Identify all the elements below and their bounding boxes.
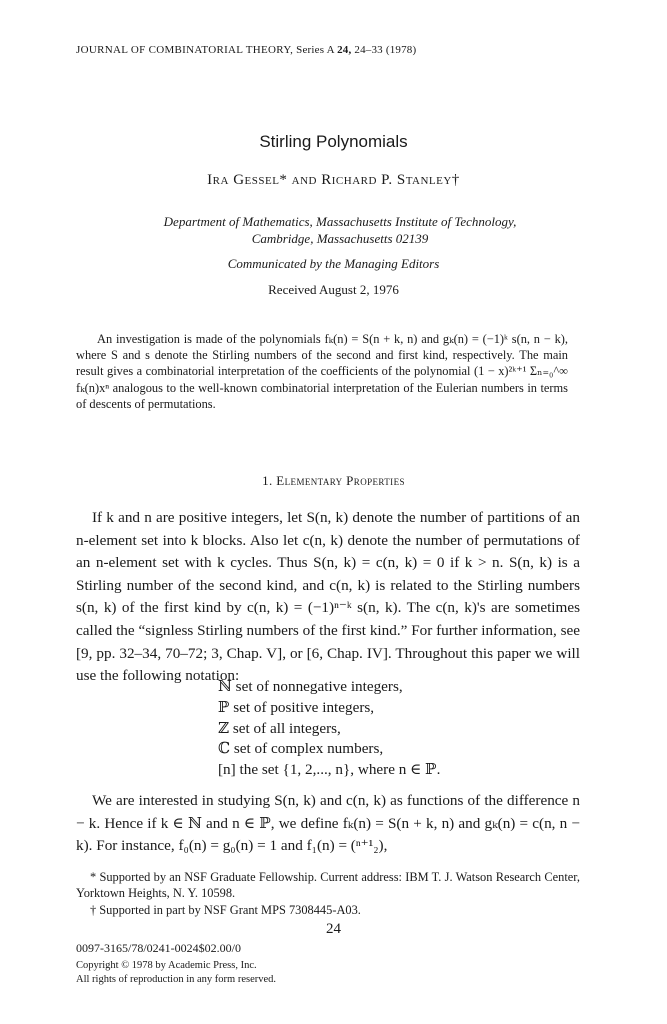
paragraph-1: If k and n are positive integers, let S(n, k) denote the number of partitions of an n-element set into k blocks. Also let c(n, k) denote the number of permutations of an n-element set with k cycles. Thus S(n, k) = c(n, k) = 0 if k > n. S(n, k) is a Stirling number of the second kind, and c(n, k) is related to the Stirling numbers s(n, k) of the first kind by c(n, k) = (−1)ⁿ⁻ᵏ s(n, k). The c(n, k)'s are sometimes called the “signless Stirling numbers of the first kind.” For further information, see [9, pp. 32–34, 70–72; 3, Chap. V], or [6, Chap. IV]. Throughout this paper we will use the following notation:	[76, 509, 580, 685]
journal-series: Series A	[293, 44, 338, 56]
journal-volume: 24,	[337, 44, 352, 56]
communicated-by: Communicated by the Managing Editors	[227, 256, 440, 271]
footnote-2: † Supported in part by NSF Grant MPS 7308445-A03.	[90, 902, 361, 917]
footnote-1: * Supported by an NSF Graduate Fellowship. Current address: IBM T. J. Watson Research Center, Yorktown Heights, N. Y. 10598.	[76, 870, 580, 901]
copyright-line-2: All rights of reproduction in any form reserved.	[76, 973, 277, 985]
notation-list	[218, 677, 440, 781]
copyright-line-1: Copyright © 1978 by Academic Press, Inc.	[76, 960, 257, 971]
paper-title: Stirling Polynomials	[259, 132, 408, 151]
notation-item: ℕ set of nonnegative integers,	[218, 678, 403, 695]
notation-item: ℤ set of all integers,	[218, 719, 341, 737]
affiliation	[100, 213, 580, 247]
affiliation-line-2: Cambridge, Massachusetts 02139	[251, 231, 429, 246]
notation-item: [n] the set {1, 2,..., n}, where n ∈ ℙ.	[218, 761, 441, 779]
article-code: 0097-3165/78/0241-0024$02.00/0	[76, 941, 241, 955]
paper-authors: Ira Gessel* and Richard P. Stanley†	[207, 172, 460, 188]
footnotes	[76, 869, 580, 918]
notation-item: ℙ set of positive integers,	[218, 698, 375, 716]
affiliation-line-1: Department of Mathematics, Massachusetts Institute of Technology,	[163, 214, 517, 229]
section-heading: 1. Elementary Properties	[262, 473, 405, 488]
copyright-notice	[76, 959, 276, 986]
journal-pages-year: 24–33 (1978)	[351, 44, 417, 56]
received-date: Received August 2, 1976	[268, 282, 399, 297]
abstract: An investigation is made of the polynomials fₖ(n) = S(n + k, n) and gₖ(n) = (−1)ᵏ s(n, n − k), where S and s denote the Stirling numbers of the second and first kind, respectively. The main result gives a combinatorial interpretation of the coefficients of the polynomial (1 − x)²ᵏ⁺¹ Σₙ₌₀^∞ fₖ(n)xⁿ analogous to the well-known combinatorial interpretation of the Eulerian numbers in terms of descents of permutations.	[76, 332, 568, 411]
running-header	[76, 44, 416, 56]
paragraph-2: We are interested in studying S(n, k) and c(n, k) as functions of the difference n − k. Hence if k ∈ ℕ and n ∈ ℙ, we define fₖ(n) = S(n + k, n) and gₖ(n) = c(n, n − k). For instance, f₀(n) = g₀(n) = 1 and f₁(n) = (ⁿ⁺¹₂),	[76, 792, 580, 855]
page-number: 24	[326, 921, 341, 937]
journal-name: JOURNAL OF COMBINATORIAL THEORY,	[76, 44, 294, 56]
notation-item: ℂ set of complex numbers,	[218, 740, 384, 758]
